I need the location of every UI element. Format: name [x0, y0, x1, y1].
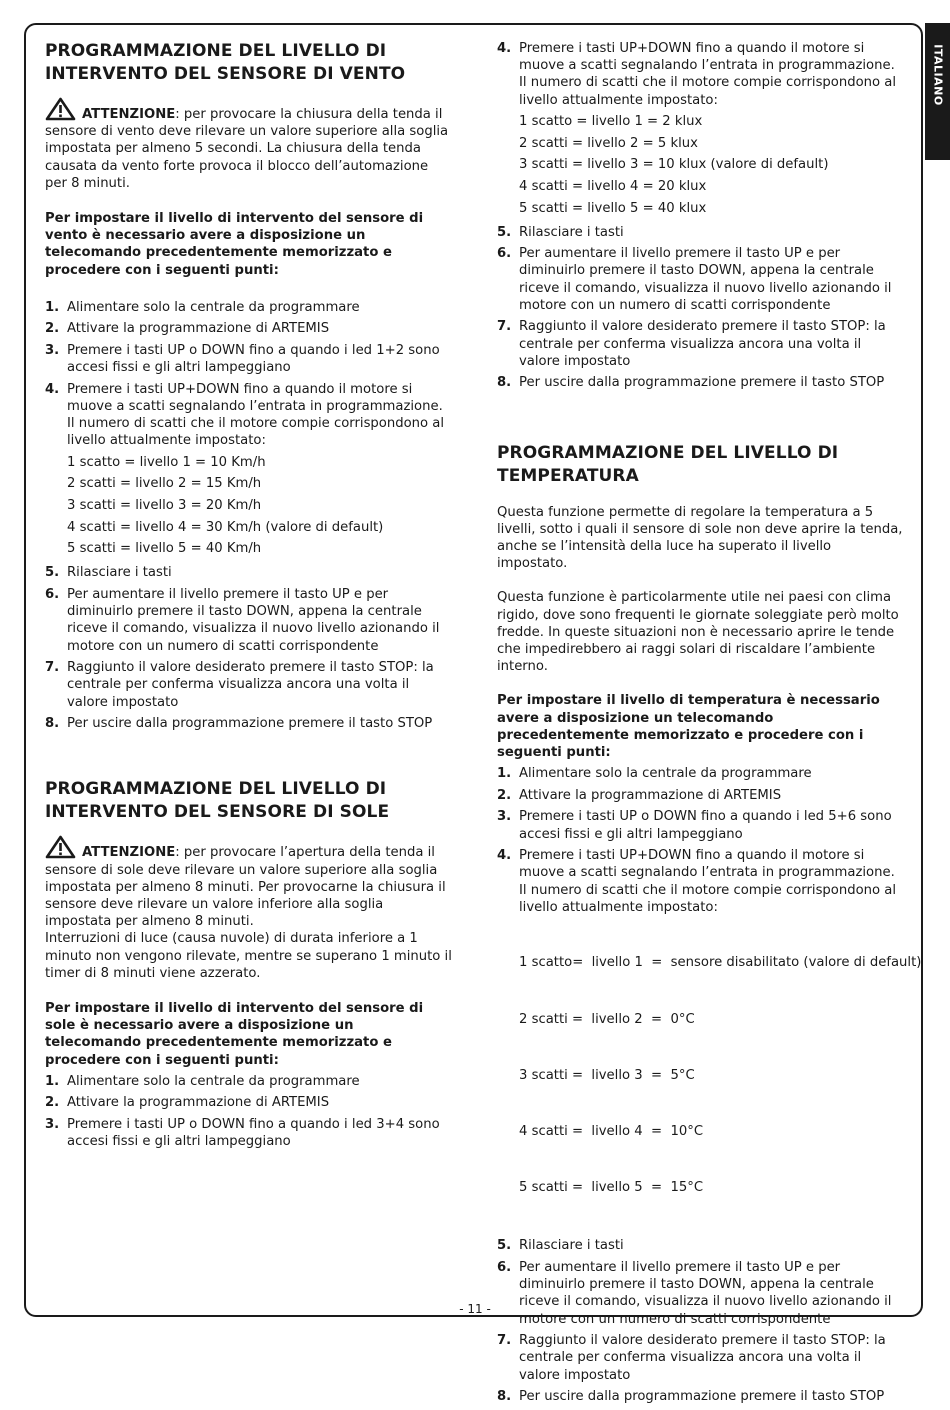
level-row: 4 scatti = livello 4 = 30 Km/h (valore di default)	[67, 519, 384, 535]
list-item: 1. Alimentare solo la centrale da programmare	[45, 1073, 360, 1089]
list-item: 4. Premere i tasti UP+DOWN fino a quando il motore si muove a scatti segnalando l’entrata in programmazione. Il numero di scatti che il motore compie corrispondono al livello attualmente impostato: 1 scatto = livello 1 = 10 Km/h 2 scatti = livello 2 = 15 Km/h 3 scatti = livello 3 = 20 Km/h 4 scatti = livello 4 = 30 Km/h (valore di default) 5 scatti = livello 5 = 40 Km/h	[45, 381, 453, 560]
sun-warning-note: Interruzioni di luce (causa nuvole) di durata inferiore a 1 minuto non vengono rilevate, mentre se superano 1 minuto il timer di 8 minuti viene azzerato.	[45, 931, 452, 981]
temperature-para-1: Questa funzione permette di regolare la temperatura a 5 livelli, sotto i quali il sensore di sole non deve aprire la tenda, anche se l’intensità della luce ha superato il livello impostato.	[497, 504, 903, 572]
warning-icon	[45, 97, 76, 121]
list-item: 3. Premere i tasti UP o DOWN fino a quando i led 3+4 sono accesi fissi e gli altri lampeggiano	[45, 1117, 440, 1150]
wind-title: PROGRAMMAZIONE DEL LIVELLO DI INTERVENTO DEL SENSORE DI VENTO	[45, 41, 406, 84]
wind-warning: ATTENZIONE: per provocare la chiusura della tenda il sensore di vento deve rilevare un valore superiore alla soglia impostata per almeno 5 secondi. La chiusura della tenda causata da vento forte provoca il blocco dell’automazione per 8 minuti.	[45, 97, 453, 192]
sun-intro: Per impostare il livello di intervento del sensore di sole è necessario avere a disposizione un telecomando precedentemente memorizzato e procedere con i seguenti punti:	[45, 1001, 424, 1068]
list-item: 8. Per uscire dalla programmazione premere il tasto STOP	[497, 1389, 885, 1405]
list-item: 6. Per aumentare il livello premere il tasto UP e per diminuirlo premere il tasto DOWN, appena la centrale riceve il comando, visualizza il nuovo livello azionando il motore con un numero di scatti corrispondente	[497, 1259, 892, 1327]
list-item: 5. Rilasciare i tasti	[497, 224, 624, 240]
section-sun	[45, 778, 453, 1150]
sun-steps-continued	[497, 40, 903, 392]
list-item: 8. Per uscire dalla programmazione premere il tasto STOP	[45, 716, 433, 732]
wind-levels	[67, 452, 453, 560]
sun-steps	[45, 1073, 453, 1151]
level-row: 1 scatto = livello 1 = 10 Km/h	[67, 454, 266, 470]
list-item: 6. Per aumentare il livello premere il tasto UP e per diminuirlo premere il tasto DOWN, appena la centrale riceve il comando, visualizza il nuovo livello azionando il motore con un numero di scatti corrispondente	[45, 587, 440, 654]
list-item: 6. Per aumentare il livello premere il tasto UP e per diminuirlo premere il tasto DOWN, appena la centrale riceve il comando, visualizza il nuovo livello azionando il motore con un numero di scatti corrispondente	[497, 246, 892, 313]
list-item: 7. Raggiunto il valore desiderato premere il tasto STOP: la centrale per conferma visualizza ancora una volta il valore impostato	[497, 319, 886, 369]
warning-icon	[45, 835, 76, 859]
right-column	[497, 40, 922, 1410]
section-temperature	[497, 442, 922, 1406]
temperature-levels	[519, 918, 922, 1233]
level-row: 5 scatti = livello 5 = 40 klux	[519, 200, 707, 216]
temperature-title: PROGRAMMAZIONE DEL LIVELLO DI TEMPERATURA	[497, 442, 839, 486]
page-number: - 11 -	[459, 1302, 491, 1316]
level-row: 1 scatto = livello 1 = 2 klux	[519, 113, 703, 129]
list-item: 5. Rilasciare i tasti	[45, 565, 172, 581]
sun-title: PROGRAMMAZIONE DEL LIVELLO DI INTERVENTO DEL SENSORE DI SOLE	[45, 779, 390, 823]
list-item: 2. Attivare la programmazione di ARTEMIS	[45, 321, 330, 337]
level-row: 2 scatti = livello 2 = 5 klux	[519, 135, 698, 151]
temperature-para-2: Questa funzione è particolarmente utile nei paesi con clima rigido, dove sono frequenti le giornate soleggiate però molto fredde. In queste situazioni non è necessario aprire le tende che impedirebbero ai raggi solari di riscaldare l’ambiente interno.	[497, 590, 899, 675]
level-row: 2 scatti = livello 2 = 0°C	[519, 1011, 695, 1027]
list-item: 4. Premere i tasti UP+DOWN fino a quando il motore si muove a scatti segnalando l’entrata in programmazione. Il numero di scatti che il motore compie corrispondono al livello attualmente impostato: 1 scatto = livello 1 = 2 klux 2 scatti = livello 2 = 5 klux 3 scatti = livello 3 = 10 klux (valore di default) 4 scatti = livello 4 = 20 klux 5 scatti = livello 5 = 40 klux	[497, 40, 903, 219]
temperature-intro: Per impostare il livello di temperatura è necessario avere a disposizione un telecomando precedentemente memorizzato e procedere con i seguenti punti:	[497, 693, 880, 761]
list-item: 5. Rilasciare i tasti	[497, 1238, 624, 1254]
sun-levels	[519, 111, 903, 219]
language-tab-label: ITALIANO	[931, 44, 944, 106]
left-column	[45, 40, 453, 1155]
level-row: 1 scatto= livello 1 = sensore disabilitato (valore di default)	[519, 955, 922, 971]
list-item: 1. Alimentare solo la centrale da programmare	[45, 299, 360, 315]
level-row: 4 scatti = livello 4 = 10°C	[519, 1123, 704, 1139]
list-item: 4. Premere i tasti UP+DOWN fino a quando il motore si muove a scatti segnalando l’entrata in programmazione. Il numero di scatti che il motore compie corrispondono al livello attualmente impostato: 1 scatto= livello 1 = sensore disabilitato (valore di default) 2 scatti = livello 2 = 0°C 3 scatti = livello 3 = 5°C 4 scatti = livello 4 = 10°C 5 scatti = livello 5 = 15°C	[497, 847, 903, 1233]
level-row: 3 scatti = livello 3 = 20 Km/h	[67, 498, 262, 513]
wind-intro: Per impostare il livello di intervento del sensore di vento è necessario avere a disposizione un telecomando precedentemente memorizzato e procedere con i seguenti punti:	[45, 211, 424, 278]
level-row: 5 scatti = livello 5 = 15°C	[519, 1179, 704, 1195]
level-row: 3 scatti = livello 3 = 5°C	[519, 1067, 695, 1083]
list-item: 8. Per uscire dalla programmazione premere il tasto STOP	[497, 375, 885, 391]
list-item: 3. Premere i tasti UP o DOWN fino a quando i led 1+2 sono accesi fissi e gli altri lampeggiano	[45, 343, 440, 376]
list-item: 1. Alimentare solo la centrale da programmare	[497, 766, 812, 782]
sun-warning: ATTENZIONE: per provocare l’apertura della tenda il sensore di sole deve rilevare un valore superiore alla soglia impostata per almeno 8 minuti. Per provocarne la chiusura il sensore deve rilevare un valore inferiore alla soglia impostata per almeno 8 minuti.	[45, 835, 453, 930]
section-wind	[45, 40, 453, 732]
list-item: 7. Raggiunto il valore desiderato premere il tasto STOP: la centrale per conferma visualizza ancora una volta il valore impostato	[497, 1333, 886, 1383]
list-item: 2. Attivare la programmazione di ARTEMIS	[497, 787, 782, 803]
language-tab	[925, 23, 950, 160]
level-row: 4 scatti = livello 4 = 20 klux	[519, 178, 707, 194]
level-row: 5 scatti = livello 5 = 40 Km/h	[67, 541, 262, 557]
list-item: 7. Raggiunto il valore desiderato premere il tasto STOP: la centrale per conferma visualizza ancora una volta il valore impostato	[45, 660, 434, 710]
level-row: 3 scatti = livello 3 = 10 klux (valore di default)	[519, 157, 829, 173]
level-row: 2 scatti = livello 2 = 15 Km/h	[67, 476, 262, 492]
list-item: 3. Premere i tasti UP o DOWN fino a quando i led 5+6 sono accesi fissi e gli altri lampeggiano	[497, 809, 892, 842]
wind-steps	[45, 299, 453, 733]
list-item: 2. Attivare la programmazione di ARTEMIS	[45, 1095, 330, 1111]
